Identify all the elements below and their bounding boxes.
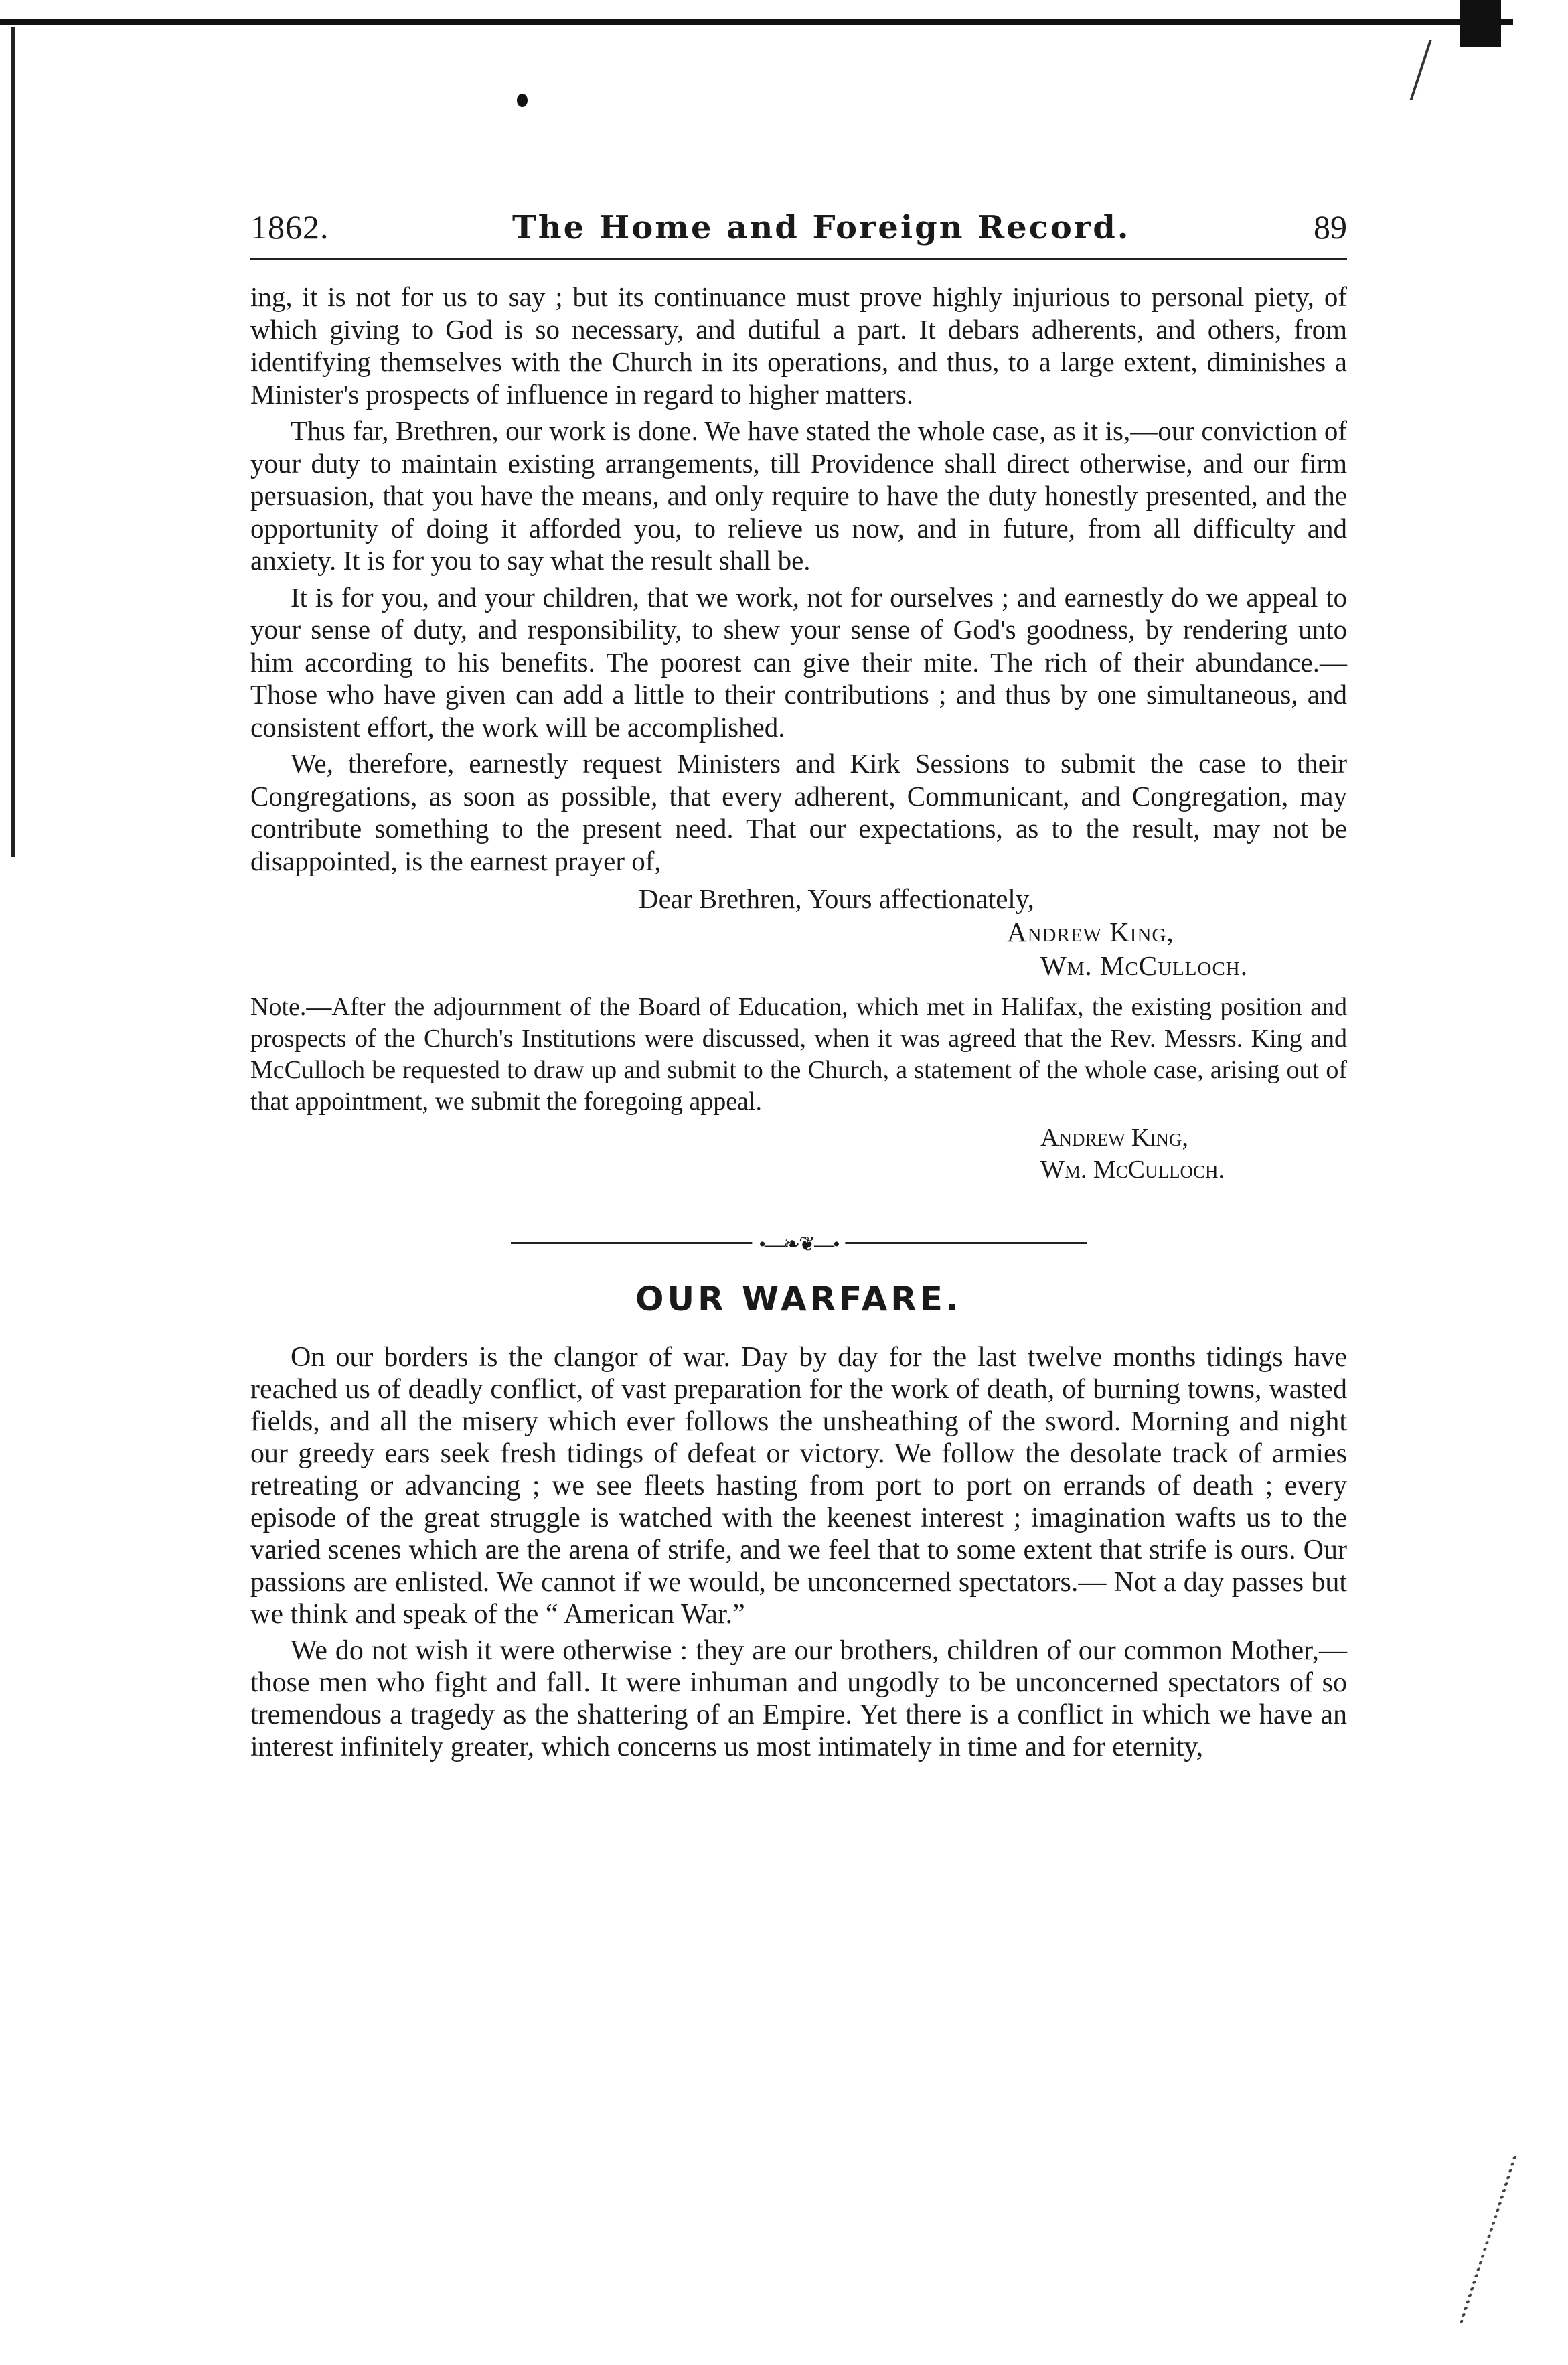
journal-title: The Home and Foreign Record.: [512, 209, 1131, 246]
letter-paragraph: It is for you, and your children, that we work, not for ourselves ; and earnestly do we appeal to your sense of duty, and responsibility, to shew your sense of God's goodness, by rendering unto him according to his benefits. The poorest can give their mite. The rich of their abundance.— Those who have given can add a little to their contributions ; and thus by one simultaneous, and consistent effort, the work will be accomplished.: [250, 581, 1347, 743]
page-number: 89: [1313, 208, 1347, 246]
scan-left-edge: [11, 27, 15, 857]
article-body: [250, 1341, 1347, 1763]
header-year: 1862.: [250, 208, 329, 246]
page: [250, 208, 1347, 1767]
note-signatures: [250, 1122, 1347, 1186]
section-divider: [511, 1233, 1087, 1253]
letter-paragraph: We, therefore, earnestly request Ministers and Kirk Sessions to submit the case to their Congregations, as soon as possible, that every adherent, Communicant, and Congregation, may contribute something to the present need. That our expectations, as to the result, may not be disappointed, is the earnest prayer of,: [250, 748, 1347, 876]
note-signatory-mcculloch: Wm. McCulloch.: [1040, 1155, 1225, 1184]
scan-margin-marks: [1459, 2156, 1557, 2323]
letter-paragraph: Thus far, Brethren, our work is done. We have stated the whole case, as it is,—our conviction of your duty to maintain existing arrangements, till Providence shall direct otherwise, and our firm persuasion, that you have the means, and only require to have the duty honestly presented, and the opportunity of doing it afforded you, to relieve us now, and in future, from all difficulty and anxiety. It is for you to say what the result shall be.: [250, 415, 1347, 576]
scan-top-border: [0, 19, 1513, 25]
letter-paragraph: ing, it is not for us to say ; but its continuance must prove highly injurious to personal piety, of which giving to God is so necessary, and dutiful a part. It debars adherents, and others, from identifying themselves with the Church in its operations, and thus, to a large extent, diminishes a Minister's prospects of influence in regard to higher matters.: [250, 281, 1347, 410]
note-paragraph: Note.—After the adjournment of the Board of Education, which met in Halifax, the existing position and prospects of the Church's Institutions were discussed, when it was agreed that the Rev. Messrs. King and McCulloch be requested to draw up and submit to the Church, a statement of the whole case, arising out of that appointment, we submit the foregoing appeal.: [250, 992, 1347, 1116]
ornament-icon: •—❧❦—•: [752, 1233, 845, 1256]
letter-closing: Dear Brethren, Yours affectionately,: [639, 883, 1034, 914]
signatory-king: Andrew King,: [1007, 916, 1174, 947]
ink-spot: [517, 94, 528, 107]
signatory-mcculloch: Wm. McCulloch.: [1040, 949, 1248, 981]
article-paragraph: We do not wish it were otherwise : they are our brothers, children of our common Mother,—those men who fight and fall. It were inhuman and ungodly to be unconcerned spectators of so tremendous a tragedy as the shattering of an Empire. Yet there is a conflict in which we have an interest infinitely greater, which concerns us most intimately in time and for eternity,: [250, 1634, 1347, 1762]
note-signatory-king: Andrew King,: [1040, 1123, 1188, 1152]
scan-corner-mark: [1409, 40, 1492, 100]
running-header: [250, 208, 1347, 260]
article-title: OUR WARFARE.: [635, 1279, 962, 1318]
letter-body: [250, 281, 1347, 982]
article-paragraph: On our borders is the clangor of war. Day by day for the last twelve months tidings have reached us of deadly conflict, of vast preparation for the work of death, of burning towns, wasted fields, and all the misery which ever follows the unsheathing of the sword. Morning and night our greedy ears seek fresh tidings of defeat or victory. We follow the desolate track of armies retreating or advancing ; we see fleets hasting from port to port on errands of death ; every episode of the great struggle is watched with the keenest interest ; imagination wafts us to the varied scenes which are the arena of strife, and we feel that to some extent that strife is ours. Our passions are enlisted. We cannot if we would, be unconcerned spectators.— Not a day passes but we think and speak of the “ American War.”: [250, 1341, 1347, 1630]
